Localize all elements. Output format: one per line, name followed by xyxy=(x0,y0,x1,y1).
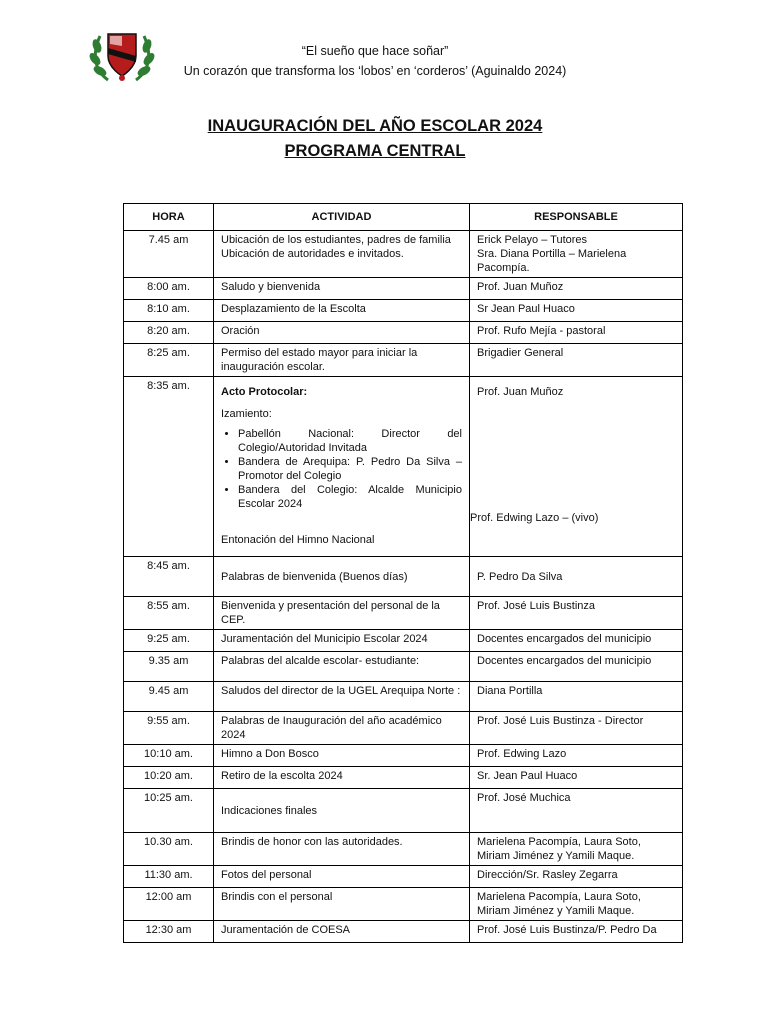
izamiento-label: Izamiento: xyxy=(221,408,272,420)
row-actividad: Brindis con el personal xyxy=(214,888,470,921)
row-responsable: Docentes encargados del municipio xyxy=(470,630,683,652)
table-row xyxy=(124,888,683,921)
document-subtitle: PROGRAMA CENTRAL xyxy=(284,142,466,160)
row-actividad: Desplazamiento de la Escolta xyxy=(214,300,470,322)
row-responsable: Prof. Juan Muñoz xyxy=(470,278,683,300)
row-actividad: Palabras de bienvenida (Buenos días) xyxy=(214,557,470,597)
header-actividad: ACTIVIDAD xyxy=(214,204,470,231)
activity-line: Ubicación de autoridades e invitados. xyxy=(221,248,404,260)
row-actividad: Oración xyxy=(214,322,470,344)
row-hora: 12:00 am xyxy=(124,888,214,921)
row-responsable: Prof. José Luis Bustinza xyxy=(470,597,683,630)
table-row xyxy=(124,833,683,866)
row-actividad: Palabras de Inauguración del año académico 2024 xyxy=(214,712,470,745)
table-row xyxy=(124,278,683,300)
row-hora: 10.30 am. xyxy=(124,833,214,866)
program-table xyxy=(123,203,683,943)
row-responsable: Prof. Edwing Lazo xyxy=(470,745,683,767)
row-hora: 9:25 am. xyxy=(124,630,214,652)
row-hora: 10:25 am. xyxy=(124,789,214,833)
row-actividad: Brindis de honor con las autoridades. xyxy=(214,833,470,866)
row-responsable: Prof. Rufo Mejía - pastoral xyxy=(470,322,683,344)
row-actividad: Retiro de la escolta 2024 xyxy=(214,767,470,789)
row-actividad: Bienvenida y presentación del personal de la CEP. xyxy=(214,597,470,630)
row-hora: 7.45 am xyxy=(124,231,214,278)
table-row xyxy=(124,231,683,278)
responsible-line: Sra. Diana Portilla – Marielena Pacompía. xyxy=(477,248,627,274)
row-responsable: Dirección/Sr. Rasley Zegarra xyxy=(470,866,683,888)
list-item: • Bandera del Colegio: Alcalde Municipio Escolar 2024 xyxy=(238,483,462,511)
table-row xyxy=(124,597,683,630)
row-hora: 8:00 am. xyxy=(124,278,214,300)
row-hora: 8:20 am. xyxy=(124,322,214,344)
protocol-heading: Acto Protocolar: xyxy=(221,386,308,398)
table-row xyxy=(124,630,683,652)
table-row xyxy=(124,745,683,767)
table-row xyxy=(124,682,683,712)
responsible-line: Prof. Juan Muñoz xyxy=(477,386,564,398)
row-hora: 11:30 am. xyxy=(124,866,214,888)
header-responsable: RESPONSABLE xyxy=(470,204,683,231)
motto-line-1: “El sueño que hace soñar” xyxy=(301,44,449,58)
izamiento-list xyxy=(221,427,462,511)
row-actividad: Palabras del alcalde escolar- estudiante: xyxy=(214,652,470,682)
row-responsable xyxy=(470,377,683,557)
himno-line: Entonación del Himno Nacional xyxy=(221,534,375,546)
table-row xyxy=(124,652,683,682)
row-responsable: Brigadier General xyxy=(470,344,683,377)
row-responsable: Docentes encargados del municipio xyxy=(470,652,683,682)
row-responsable: Marielena Pacompía, Laura Soto, Miriam Jiménez y Yamili Maque. xyxy=(470,888,683,921)
row-actividad: Indicaciones finales xyxy=(214,789,470,833)
row-hora: 9:55 am. xyxy=(124,712,214,745)
table-row xyxy=(124,921,683,943)
table-row xyxy=(124,866,683,888)
motto-line-2: Un corazón que transforma los ‘lobos’ en ‘corderos’ (Aguinaldo 2024) xyxy=(183,64,567,78)
row-hora: 8:55 am. xyxy=(124,597,214,630)
row-actividad xyxy=(214,231,470,278)
row-hora: 12:30 am xyxy=(124,921,214,943)
table-row xyxy=(124,789,683,833)
row-responsable: Prof. José Luis Bustinza/P. Pedro Da xyxy=(470,921,683,943)
responsible-line: Prof. Edwing Lazo – (vivo) xyxy=(470,512,599,524)
row-actividad: Himno a Don Bosco xyxy=(214,745,470,767)
document-title: INAUGURACIÓN DEL AÑO ESCOLAR 2024 xyxy=(207,117,543,135)
row-actividad xyxy=(214,377,470,557)
school-crest-logo xyxy=(88,26,156,84)
table-row xyxy=(124,300,683,322)
row-actividad: Saludo y bienvenida xyxy=(214,278,470,300)
responsible-line: Erick Pelayo – Tutores xyxy=(477,234,588,246)
row-hora: 8:45 am. xyxy=(124,557,214,597)
row-responsable: Prof. José Luis Bustinza - Director xyxy=(470,712,683,745)
table-row xyxy=(124,712,683,745)
row-actividad: Saludos del director de la UGEL Arequipa Norte : xyxy=(214,682,470,712)
row-responsable: Prof. José Muchica xyxy=(470,789,683,833)
row-responsable xyxy=(470,231,683,278)
row-responsable: P. Pedro Da Silva xyxy=(470,557,683,597)
row-actividad: Juramentación de COESA xyxy=(214,921,470,943)
table-row xyxy=(124,322,683,344)
row-actividad: Fotos del personal xyxy=(214,866,470,888)
row-hora: 9.45 am xyxy=(124,682,214,712)
list-item: • Bandera de Arequipa: P. Pedro Da Silva – Promotor del Colegio xyxy=(238,455,462,483)
row-responsable: Diana Portilla xyxy=(470,682,683,712)
row-responsable: Sr Jean Paul Huaco xyxy=(470,300,683,322)
row-hora: 8:10 am. xyxy=(124,300,214,322)
table-row xyxy=(124,767,683,789)
row-hora: 8:35 am. xyxy=(124,377,214,557)
row-hora: 10:20 am. xyxy=(124,767,214,789)
row-hora: 8:25 am. xyxy=(124,344,214,377)
table-row xyxy=(124,557,683,597)
row-hora: 9.35 am xyxy=(124,652,214,682)
row-hora: 10:10 am. xyxy=(124,745,214,767)
row-responsable: Sr. Jean Paul Huaco xyxy=(470,767,683,789)
header-hora: HORA xyxy=(124,204,214,231)
table-row xyxy=(124,344,683,377)
activity-line: Ubicación de los estudiantes, padres de familia xyxy=(221,234,451,246)
row-actividad: Juramentación del Municipio Escolar 2024 xyxy=(214,630,470,652)
row-actividad: Permiso del estado mayor para iniciar la inauguración escolar. xyxy=(214,344,470,377)
table-header-row xyxy=(124,204,683,231)
row-responsable: Marielena Pacompía, Laura Soto, Miriam Jiménez y Yamili Maque. xyxy=(470,833,683,866)
list-item: • Pabellón Nacional: Director del Colegio/Autoridad Invitada xyxy=(238,427,462,455)
table-row-acto-protocolar xyxy=(124,377,683,557)
